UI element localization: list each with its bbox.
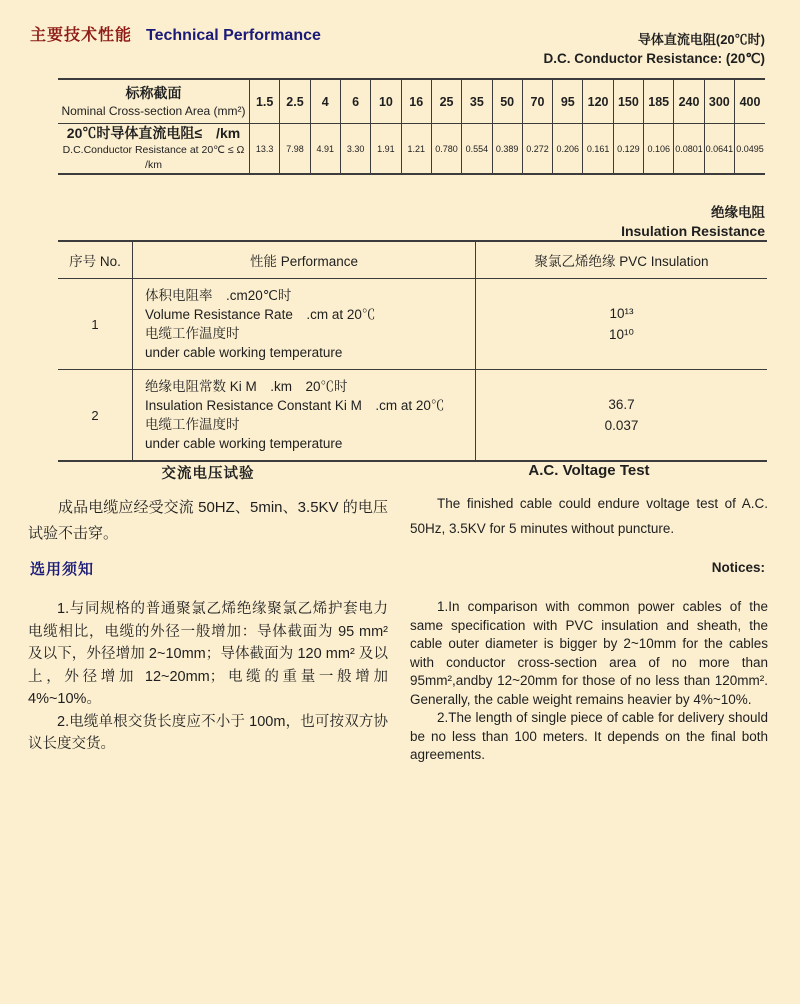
size-cell: 16 <box>401 79 431 124</box>
row-number: 2 <box>91 407 99 423</box>
performance-line: 电缆工作温度时 <box>145 417 240 432</box>
table-row-sizes <box>58 79 765 124</box>
value-cell: 7.98 <box>280 124 310 175</box>
notice-item-en: 2.The length of single piece of cable for delivery should be no less than 100 meters. It depends on the final both agreements. <box>410 710 768 762</box>
size-cell: 4 <box>310 79 340 124</box>
performance-line: under cable working temperature <box>145 345 343 360</box>
notices-heading-en: Notices: <box>711 560 765 575</box>
size-cell: 95 <box>553 79 583 124</box>
notices-zh-section <box>28 598 388 756</box>
row-header-dc-resistance <box>58 124 250 175</box>
performance-line: 体积电阻率 .cm20℃时 <box>145 288 292 303</box>
table-row <box>58 279 767 370</box>
value-cell: 3.30 <box>340 124 370 175</box>
size-cell: 25 <box>431 79 461 124</box>
col-header-pvc: 聚氯乙烯绝缘 PVC Insulation <box>476 241 768 279</box>
performance-line: 电缆工作温度时 <box>145 326 240 341</box>
size-cell: 400 <box>735 79 766 124</box>
value-cell: 0.0801 <box>674 124 704 175</box>
performance-cell <box>133 279 476 370</box>
value-cell: 13.3 <box>250 124 280 175</box>
value-cell: 0.106 <box>644 124 674 175</box>
notice-item-zh: 2.电缆单根交货长度应不小于 100m，也可按双方协议长度交货。 <box>28 713 388 752</box>
value-cell: 0.161 <box>583 124 613 175</box>
dc-heading-zh: 导体直流电阻(20℃时) <box>637 32 765 47</box>
size-cell: 150 <box>613 79 643 124</box>
value-cell: 0.206 <box>553 124 583 175</box>
voltage-test-heading-zh: 交流电压试验 <box>161 466 255 482</box>
row-header-zh: 标称截面 <box>125 84 182 101</box>
size-cell: 70 <box>522 79 552 124</box>
voltage-test-zh-section <box>28 462 388 547</box>
performance-line: Insulation Resistance Constant Ki M .cm at 20℃ <box>145 398 445 413</box>
size-cell: 240 <box>674 79 704 124</box>
insulation-heading <box>621 203 765 241</box>
page-title-zh: 主要技术性能 <box>30 27 133 44</box>
value-cell: 1.91 <box>371 124 401 175</box>
table-row <box>58 370 767 462</box>
voltage-test-body-zh: 成品电缆应经受交流 50HZ、5min、3.5KV 的电压试验不击穿。 <box>28 499 388 542</box>
pvc-value-cell <box>476 279 768 370</box>
value-cell: 0.0641 <box>704 124 734 175</box>
dc-heading-en: D.C. Conductor Resistance: (20℃) <box>543 51 765 66</box>
size-cell: 10 <box>371 79 401 124</box>
notices-heading-zh: 选用须知 <box>30 561 95 578</box>
col-header-performance: 性能 Performance <box>133 241 476 279</box>
pvc-value: 10¹⁰ <box>609 327 634 342</box>
notice-item-en: 1.In comparison with common power cables of the same specification with PVC insulation and sheath, the cable outer diameter is bigger by 2~10mm for the cables with conductor cross-section area of no more than 95mm²,andby 12~20mm for those of no less than 120mm². Generally, the cable weight remains heavier by 4%~10%. <box>410 599 768 707</box>
insulation-heading-en: Insulation Resistance <box>621 223 765 239</box>
row-header-zh: 20℃时导体直流电阻≤ /km <box>66 125 241 141</box>
voltage-test-heading-en: A.C. Voltage Test <box>528 462 650 479</box>
insulation-heading-zh: 绝缘电阻 <box>711 205 765 220</box>
pvc-value-cell <box>476 370 768 462</box>
notices-en-section <box>410 598 768 765</box>
value-cell: 0.0495 <box>735 124 766 175</box>
value-cell: 0.129 <box>613 124 643 175</box>
table-row-resistance <box>58 124 765 175</box>
performance-cell <box>133 370 476 462</box>
value-cell: 1.21 <box>401 124 431 175</box>
page-header <box>30 22 321 45</box>
voltage-test-body-en: The finished cable could endure voltage test of A.C. 50Hz, 3.5KV for 5 minutes without puncture. <box>410 496 768 536</box>
performance-line: Volume Resistance Rate .cm at 20℃ <box>145 307 376 322</box>
size-cell: 300 <box>704 79 734 124</box>
pvc-value: 0.037 <box>604 418 639 433</box>
value-cell: 0.780 <box>431 124 461 175</box>
row-header-nominal-area <box>58 79 250 124</box>
row-number: 1 <box>58 279 133 370</box>
voltage-test-en-section <box>410 462 768 541</box>
insulation-table <box>58 240 767 462</box>
insulation-header-row <box>58 241 767 279</box>
value-cell: 0.554 <box>462 124 492 175</box>
size-cell: 35 <box>462 79 492 124</box>
performance-line: 绝缘电阻常数 Ki M .km 20℃时 <box>145 379 348 394</box>
dc-resistance-table <box>58 78 765 175</box>
dc-resistance-heading <box>544 30 765 68</box>
row-header-en: Nominal Cross-section Area (mm²) <box>61 103 246 118</box>
value-cell: 0.272 <box>522 124 552 175</box>
row-header-en: D.C.Conductor Resistance at 20℃ ≤ Ω /km <box>62 144 245 171</box>
performance-line: under cable working temperature <box>145 436 343 451</box>
size-cell: 50 <box>492 79 522 124</box>
size-cell: 6 <box>340 79 370 124</box>
pvc-value: 10¹³ <box>609 306 634 321</box>
size-cell: 1.5 <box>250 79 280 124</box>
page-title-en: Technical Performance <box>146 27 321 44</box>
notice-item-zh: 1.与同规格的普通聚氯乙烯绝缘聚氯乙烯护套电力电缆相比，电缆的外径一般增加：导体截面为 95 mm² 及以下，外径增加 2~10mm；导体截面为 120 mm² 及以上，外径增加 12~20mm；电缆的重量一般增加 4%~10%。 <box>28 601 388 707</box>
pvc-value: 36.7 <box>608 397 635 412</box>
size-cell: 120 <box>583 79 613 124</box>
value-cell: 0.389 <box>492 124 522 175</box>
col-header-no: 序号 No. <box>58 241 133 279</box>
value-cell: 4.91 <box>310 124 340 175</box>
size-cell: 185 <box>644 79 674 124</box>
size-cell: 2.5 <box>280 79 310 124</box>
